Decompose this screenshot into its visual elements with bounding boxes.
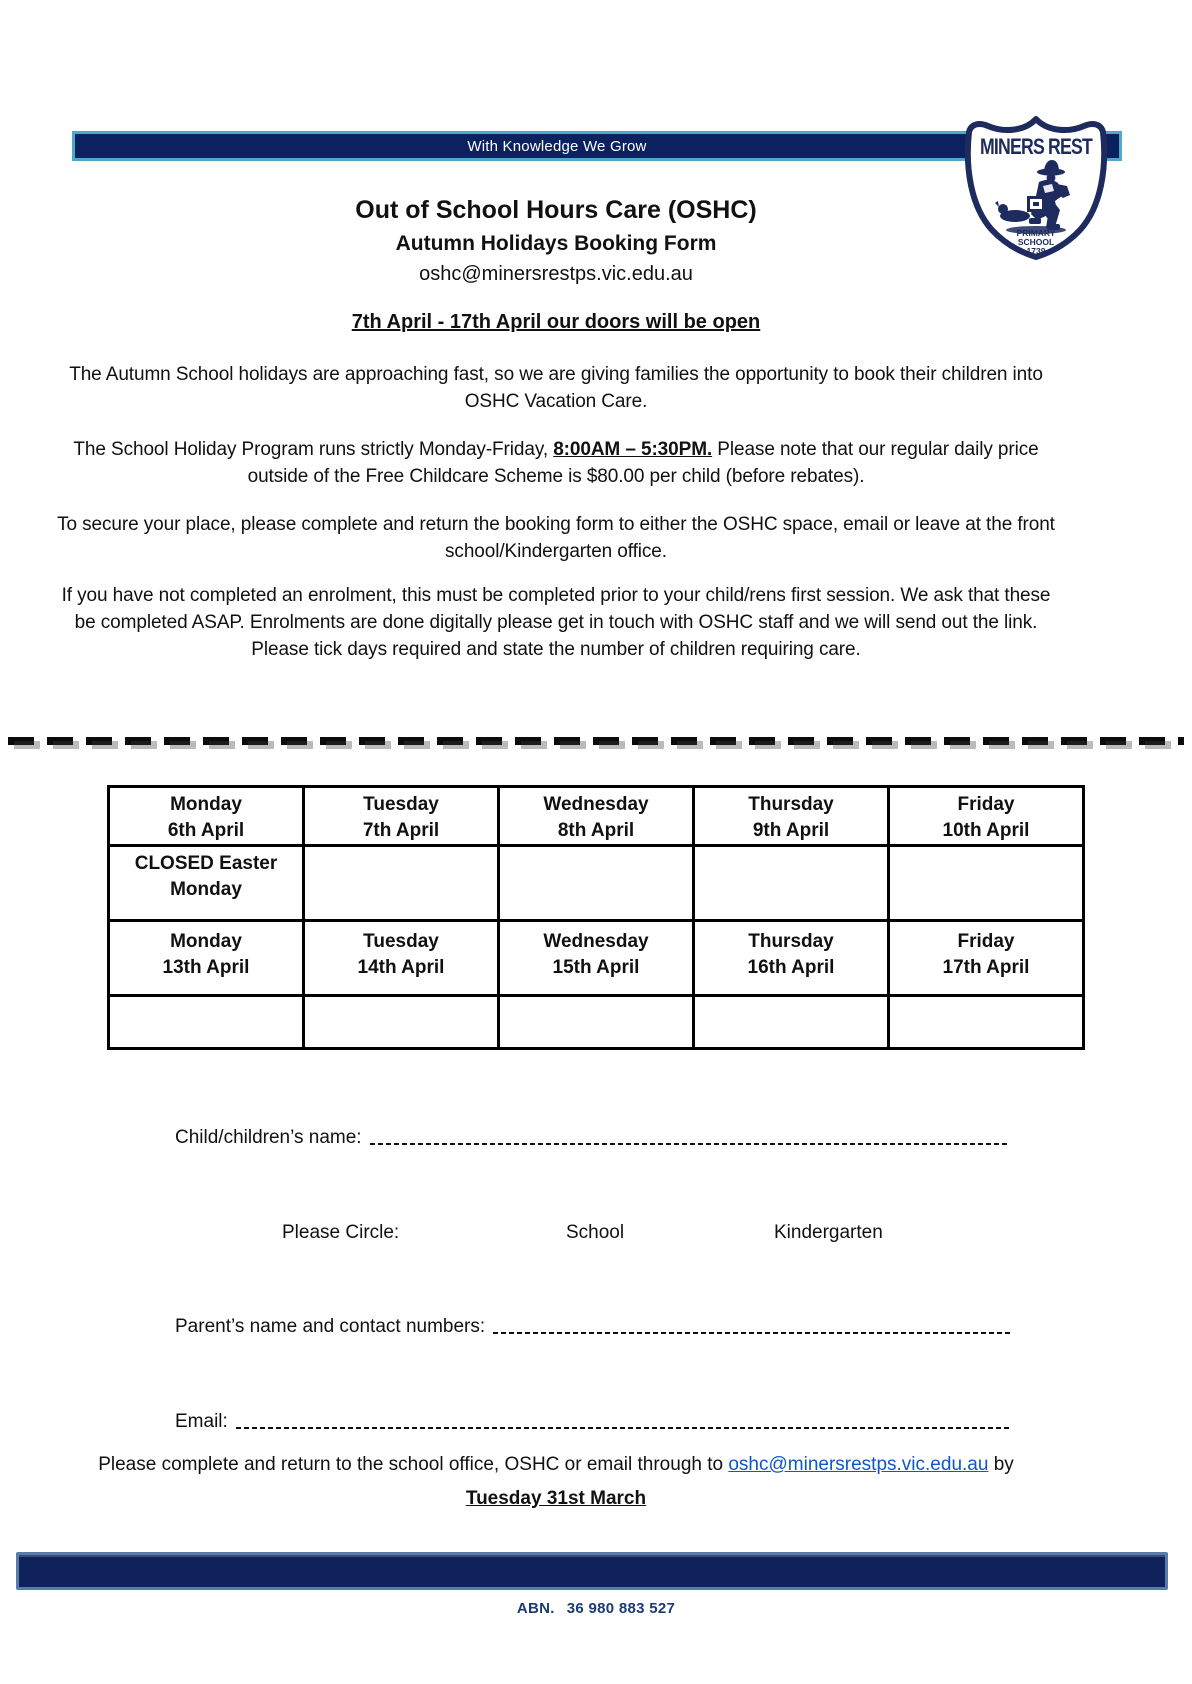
day-header-cell	[499, 787, 694, 846]
booking-cell-empty[interactable]	[889, 996, 1084, 1049]
day-date: 14th April	[357, 957, 445, 978]
motto-text: With Knowledge We Grow	[467, 137, 647, 155]
booking-cell-empty[interactable]	[499, 996, 694, 1049]
table-row-week1-header	[109, 787, 1084, 846]
return-text-start: Please complete and return to the school office, OSHC or email through to	[98, 1454, 729, 1475]
write-in-line[interactable]	[236, 1427, 1010, 1429]
booking-table	[107, 785, 1085, 1050]
contact-email: oshc@minersrestps.vic.edu.au	[419, 263, 693, 285]
shield-icon	[963, 110, 1109, 260]
day-header-cell	[304, 921, 499, 996]
footer-bar	[16, 1552, 1168, 1590]
day-date: 16th April	[747, 957, 835, 978]
table-row-week2-header	[109, 921, 1084, 996]
day-name: Wednesday	[543, 794, 649, 815]
booking-cell-empty[interactable]	[889, 846, 1084, 921]
circle-option-school[interactable]: School	[566, 1222, 625, 1243]
page-title: Out of School Hours Care (OSHC)	[355, 196, 757, 224]
parent-contact-label: Parent’s name and contact numbers:	[175, 1316, 486, 1337]
paragraph-program-hours-end: Please note that our regular daily price outside of the Free Childcare Scheme is $80.00 per child (before rebates).	[247, 439, 1039, 487]
dashed-divider	[8, 737, 1184, 749]
day-name: Monday	[170, 931, 242, 952]
parent-contact-field	[175, 1315, 1010, 1339]
closed-note: Monday	[170, 879, 242, 900]
booking-cell-empty[interactable]	[499, 846, 694, 921]
paragraph-program-hours-start: The School Holiday Program runs strictly Monday-Friday,	[73, 439, 554, 460]
paragraph-enrolment: If you have not completed an enrolment, this must be completed prior to your child/rens first session. We ask that these be completed ASAP. Enrolments are done digitally please get in touch with OSHC staff and we will send out the link.	[61, 585, 1051, 633]
abn-line	[0, 1600, 1192, 1617]
day-header-cell	[109, 921, 304, 996]
logo-primary-text: PRIMARY	[1016, 228, 1056, 238]
booking-cell-empty[interactable]	[304, 996, 499, 1049]
booking-cell-empty[interactable]	[694, 996, 889, 1049]
page-subtitle: Autumn Holidays Booking Form	[395, 232, 717, 255]
day-name: Monday	[170, 794, 242, 815]
paragraph-secure-place: To secure your place, please complete and return the booking form to either the OSHC space, email or leave at the front school/Kindergarten office.	[57, 514, 1055, 562]
write-in-line[interactable]	[493, 1332, 1010, 1334]
table-row-week1-entry	[109, 846, 1084, 921]
day-header-cell	[889, 921, 1084, 996]
day-date: 13th April	[162, 957, 250, 978]
closed-note: CLOSED Easter	[134, 853, 278, 874]
day-date: 8th April	[557, 820, 635, 841]
child-name-label: Child/children’s name:	[175, 1127, 362, 1148]
day-name: Friday	[957, 794, 1015, 815]
program-hours-highlight: 8:00AM – 5:30PM.	[553, 439, 713, 460]
day-date: 6th April	[167, 820, 245, 841]
booking-cell-empty[interactable]	[694, 846, 889, 921]
child-name-field	[175, 1126, 1010, 1150]
email-label: Email:	[175, 1411, 228, 1432]
return-instructions	[56, 1451, 1056, 1512]
paragraph-intro: The Autumn School holidays are approaching fast, so we are giving families the opportunity to book their children into OSHC Vacation Care.	[69, 364, 1043, 412]
return-deadline: Tuesday 31st March	[465, 1488, 647, 1509]
day-date: 10th April	[942, 820, 1030, 841]
abn-label: ABN.	[516, 1600, 555, 1617]
day-name: Friday	[957, 931, 1015, 952]
day-header-cell	[109, 787, 304, 846]
write-in-line[interactable]	[370, 1143, 1010, 1145]
logo-year-text: 1739	[1026, 246, 1046, 256]
paragraph-tick-days: Please tick days required and state the number of children requiring care.	[251, 639, 861, 660]
circle-option-kindergarten[interactable]: Kindergarten	[774, 1222, 883, 1243]
school-logo	[963, 110, 1109, 260]
day-name: Tuesday	[363, 794, 439, 815]
day-name: Tuesday	[363, 931, 439, 952]
closed-note-cell	[109, 846, 304, 921]
dates-heading: 7th April - 17th April our doors will be open	[351, 311, 761, 333]
day-header-cell	[499, 921, 694, 996]
logo-school-name: MINERS REST	[980, 134, 1094, 159]
oshc-email-link[interactable]: oshc@minersrestps.vic.edu.au	[728, 1454, 989, 1475]
table-row-week2-entry	[109, 996, 1084, 1049]
day-name: Thursday	[748, 794, 834, 815]
day-header-cell	[304, 787, 499, 846]
day-header-cell	[889, 787, 1084, 846]
email-field	[175, 1410, 1010, 1434]
booking-cell-empty[interactable]	[109, 996, 304, 1049]
day-name: Wednesday	[543, 931, 649, 952]
return-text-end: by	[988, 1454, 1014, 1475]
please-circle-label: Please Circle:	[282, 1222, 400, 1243]
booking-cell-empty[interactable]	[304, 846, 499, 921]
day-date: 17th April	[942, 957, 1030, 978]
day-header-cell	[694, 787, 889, 846]
logo-school-text: SCHOOL	[1017, 237, 1055, 247]
day-header-cell	[694, 921, 889, 996]
please-circle-row	[0, 1222, 1192, 1248]
paragraph-program-hours	[56, 436, 1056, 490]
day-name: Thursday	[748, 931, 834, 952]
abn-number: 36 980 883 527	[566, 1600, 676, 1617]
day-date: 9th April	[752, 820, 830, 841]
document-body	[56, 195, 1056, 663]
day-date: 7th April	[362, 820, 440, 841]
day-date: 15th April	[552, 957, 640, 978]
